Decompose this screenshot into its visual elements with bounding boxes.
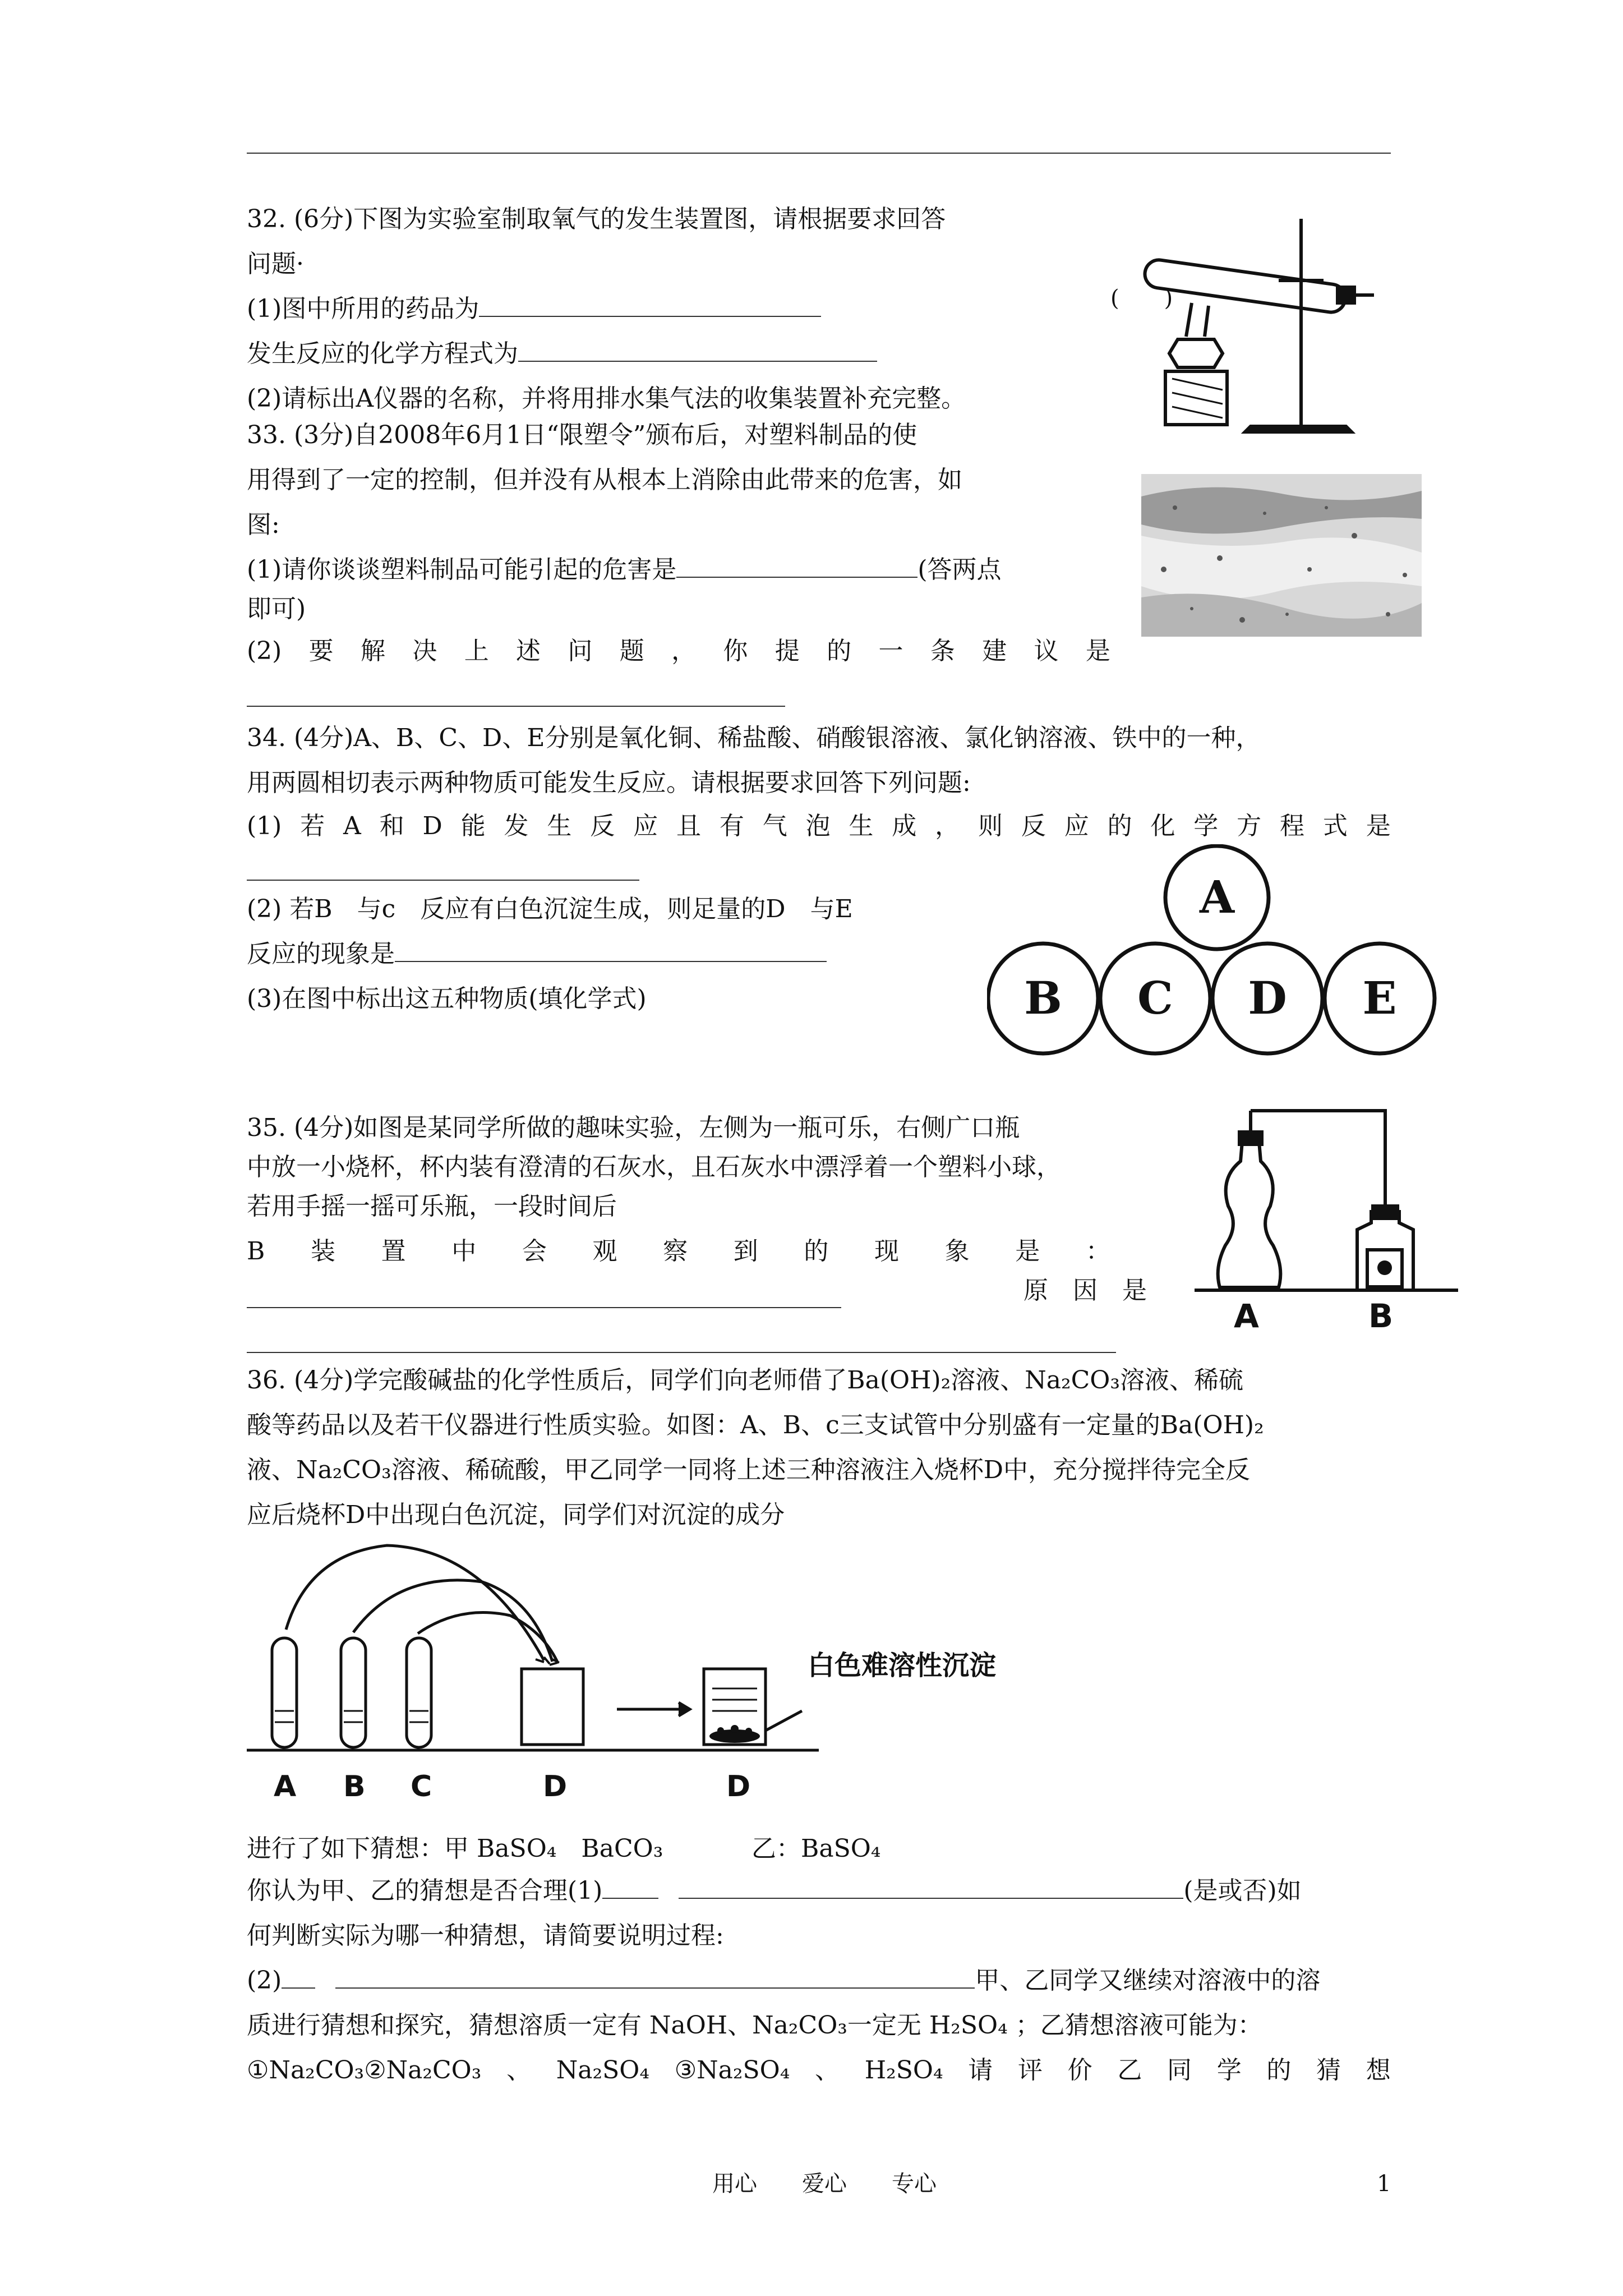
q36-line-10-word: 乙 <box>1117 2056 1142 2085</box>
q35-line-4-word: B <box>247 1237 265 1266</box>
q33-line-3: 图: <box>247 510 280 539</box>
q36-question-1: 你认为甲、乙的猜想是否合理(1) <box>247 1876 603 1905</box>
q34-part1-word: (1) <box>247 812 282 840</box>
q36-question-2-label: (2) <box>247 1966 282 1995</box>
q35-line-4-word: 观 <box>592 1237 617 1266</box>
q36-line-9: 质进行猜想和探究，猜想溶质一定有 NaOH、Na₂CO₃一定无 H₂SO₄ ；乙猜想溶液可能为： <box>247 2011 1262 2040</box>
q33-part1 <box>247 554 1002 586</box>
q36-line-10-word: 、 <box>506 2056 532 2085</box>
q36-question-1-hint: (是或否)如 <box>1183 1876 1302 1905</box>
plastic-waste-photo-image <box>1141 474 1422 637</box>
q36-line-2: 酸等药品以及若干仪器进行性质实验。如图：A、B、c三支试管中分别盛有一定量的Ba(OH)₂ <box>247 1411 1264 1439</box>
oxygen-apparatus-figure <box>1110 213 1391 438</box>
q34-part1-word: 程 <box>1280 812 1305 840</box>
q36-answer-blank-1a[interactable] <box>602 1875 658 1899</box>
q34-part1-word: 反 <box>1021 812 1046 840</box>
q36-line-10-word: 请 <box>968 2056 993 2085</box>
q33-part1-hint: (答两点 <box>917 555 1002 584</box>
header-rule <box>247 153 1391 154</box>
q35-line-2: 中放一小烧杯，杯内装有澄清的石灰水，且石灰水中漂浮着一个塑料小球， <box>247 1153 1061 1181</box>
tube-label-c: C <box>411 1770 432 1803</box>
cola-label-a: A <box>1234 1297 1259 1335</box>
q36-answer-blank-2a[interactable] <box>282 1965 315 1989</box>
q35-answer-blank-2[interactable] <box>247 1352 1116 1353</box>
q33-part2-word: 议 <box>1034 637 1059 665</box>
reaction-circles-drawing <box>987 844 1447 1063</box>
q36-answer-blank-1b[interactable] <box>679 1875 1183 1899</box>
page-number: 1 <box>1377 2171 1391 2197</box>
q33-part2-word: 解 <box>361 637 386 665</box>
cola-label-b: B <box>1368 1297 1394 1335</box>
q34-part1-word: 生 <box>547 812 572 840</box>
q36-line-10-word: Na₂SO₄ <box>556 2056 649 2085</box>
q34-part1-word: 发 <box>504 812 529 840</box>
q33-part2-word: ， <box>671 637 697 665</box>
q34-part1-word: 若 <box>300 812 325 840</box>
q35-line-4-word: 中 <box>451 1237 477 1266</box>
beaker-label-d-after: D <box>726 1770 751 1803</box>
q34-part1-word: 应 <box>1064 812 1089 840</box>
q34-part1-word: 则 <box>978 812 1003 840</box>
circle-label-d: D <box>1248 972 1287 1024</box>
q34-part2: (2) 若B 与c 反应有白色沉淀生成，则足量的D 与E <box>247 895 853 923</box>
q32-title-cont: 问题· <box>247 250 304 278</box>
q34-part1-word: 和 <box>379 812 404 840</box>
q36-line-3: 液、Na₂CO₃溶液、稀硫酸，甲乙同学一同将上述三种溶液注入烧杯D中，充分搅拌待完全反 <box>247 1456 1251 1484</box>
test-tube-experiment-figure <box>247 1531 1060 1823</box>
q34-part2-label: 反应的现象是 <box>247 940 395 968</box>
q36-guess-jia: 进行了如下猜想：甲 BaSO₄ BaCO₃ <box>247 1834 663 1863</box>
q35-line-4-word: 到 <box>733 1237 758 1266</box>
q32-equation-label: 发生反应的化学方程式为 <box>247 339 518 368</box>
q34-part1-word: 学 <box>1193 812 1219 840</box>
q35-reason-label: 原 因 是 <box>1023 1276 1147 1305</box>
q33-part2-word: 一 <box>878 637 903 665</box>
circle-label-e: E <box>1362 972 1397 1024</box>
q36-line-10-word: 评 <box>1017 2056 1043 2085</box>
q34-part1-word: 有 <box>719 812 744 840</box>
plastic-waste-photo <box>1141 474 1422 637</box>
q35-line-1: 35. (4分)如图是某同学所做的趣味实验，左侧为一瓶可乐，右侧广口瓶 <box>247 1114 1020 1142</box>
cola-experiment-drawing <box>1195 1099 1458 1301</box>
q35-line-4-word: 装 <box>310 1237 335 1266</box>
q33-part1-cont: 即可) <box>247 595 306 623</box>
q36-answer-blank-2b[interactable] <box>335 1965 975 1989</box>
q32-answer-blank-2[interactable] <box>518 338 877 362</box>
q34-part1-word: 能 <box>460 812 486 840</box>
circle-label-c: C <box>1137 972 1173 1024</box>
q33-part2-word: 你 <box>723 637 748 665</box>
q35-line-4-word: 的 <box>804 1237 829 1266</box>
q36-line-10-word: 价 <box>1067 2056 1092 2085</box>
q34-part1-word: 式 <box>1322 812 1348 840</box>
q34-answer-blank-1[interactable] <box>247 880 639 881</box>
q33-part1-label: (1)请你谈谈塑料制品可能引起的危害是 <box>247 555 677 584</box>
q34-part1-word: 化 <box>1150 812 1175 840</box>
q36-line-10-word: ①Na₂CO₃②Na₂CO₃ <box>247 2056 482 2085</box>
q35-line-4-word: 察 <box>663 1237 688 1266</box>
q36-line-7: 何判断实际为哪一种猜想，请简要说明过程: <box>247 1921 724 1950</box>
q32-part2: (2)请标出A仪器的名称，并将用排水集气法的收集装置补充完整。 <box>247 384 966 413</box>
q33-part2-word: 是 <box>1085 637 1110 665</box>
q36-line-8-cont: 甲、乙同学又继续对溶液中的溶 <box>975 1966 1321 1995</box>
q36-line-10-word: 学 <box>1216 2056 1242 2085</box>
q34-part1-word: 应 <box>633 812 658 840</box>
q33-part2-word: 题 <box>619 637 644 665</box>
q35-line-4 <box>247 1236 1110 1267</box>
q36-line-10-word: 猜 <box>1316 2056 1341 2085</box>
q33-part2-word: 决 <box>412 637 437 665</box>
circle-label-a: A <box>1199 871 1235 923</box>
cola-experiment-figure <box>1195 1099 1458 1335</box>
q33-part2-word: 述 <box>516 637 541 665</box>
q34-part1-word: 且 <box>676 812 701 840</box>
q33-part2 <box>247 636 1110 667</box>
q33-part2-word: (2) <box>247 637 282 665</box>
q34-part1-word: 生 <box>849 812 874 840</box>
q35-answer-blank-1[interactable] <box>247 1307 841 1308</box>
q33-part2-word: 问 <box>568 637 593 665</box>
q33-part2-word: 提 <box>774 637 800 665</box>
q32-part1 <box>247 293 821 325</box>
q34-part1-word: 成 <box>892 812 917 840</box>
beaker-label-d: D <box>543 1770 568 1803</box>
q34-part1-word: 的 <box>1107 812 1132 840</box>
apparatus-drawing <box>1110 213 1391 438</box>
q35-line-3: 若用手摇一摇可乐瓶，一段时间后 <box>247 1192 617 1221</box>
q34-part1 <box>247 811 1391 842</box>
q36-line-10-word: 想 <box>1366 2056 1391 2085</box>
tube-label-a: A <box>274 1770 297 1803</box>
q35-line-4-word: 现 <box>874 1237 899 1266</box>
q32-answer-blank-1[interactable] <box>479 293 821 317</box>
q32-part1-label: (1)图中所用的药品为 <box>247 295 479 323</box>
q36-line-8 <box>247 1965 1320 1996</box>
q34-part2-cont <box>247 938 827 970</box>
q34-part1-word: 方 <box>1237 812 1262 840</box>
q35-line-4-word: 象 <box>944 1237 970 1266</box>
q33-line-1: 33. (3分)自2008年6月1日“限塑令”颁布后，对塑料制品的使 <box>247 421 917 449</box>
q33-answer-blank-2[interactable] <box>247 706 785 707</box>
q35-line-4-word: ： <box>1085 1237 1110 1266</box>
apparatus-label-bracket: ( ) <box>1110 286 1173 311</box>
footer-motto: 用心 爱心 专心 <box>712 2171 937 2197</box>
q35-line-4-word: 置 <box>381 1237 406 1266</box>
q33-answer-blank-1[interactable] <box>676 554 917 578</box>
q33-part2-word: 条 <box>930 637 955 665</box>
q34-part1-word: 泡 <box>805 812 831 840</box>
q35-line-4-word: 是 <box>1015 1237 1040 1266</box>
q34-part3: (3)在图中标出这五种物质(填化学式) <box>247 984 647 1013</box>
q36-line-1: 36. (4分)学完酸碱盐的化学性质后，同学们向老师借了Ba(OH)₂溶液、Na₂CO₃溶液、稀硫 <box>247 1366 1244 1395</box>
q34-part1-word: 气 <box>762 812 787 840</box>
q34-part1-word: A <box>343 812 361 840</box>
q33-part2-word: 建 <box>982 637 1007 665</box>
q34-part1-word: 是 <box>1366 812 1391 840</box>
q32-title: 32. (6分)下图为实验室制取氧气的发生装置图，请根据要求回答 <box>247 205 946 233</box>
q34-line-1: 34. (4分)A、B、C、D、E分别是氧化铜、稀盐酸、硝酸银溶液、氯化钠溶液、铁中的一种， <box>247 724 1261 752</box>
q35-line-4-word: 会 <box>522 1237 547 1266</box>
q34-line-2: 用两圆相切表示两种物质可能发生反应。请根据要求回答下列问题: <box>247 769 971 797</box>
q36-line-10 <box>247 2055 1391 2086</box>
q36-line-10-word: 同 <box>1167 2056 1192 2085</box>
q34-part1-word: ， <box>935 812 960 840</box>
precipitate-note: 白色难溶性沉淀 <box>808 1650 997 1681</box>
q36-line-4: 应后烧杯D中出现白色沉淀，同学们对沉淀的成分 <box>247 1501 785 1529</box>
q36-guess-yi: 乙：BaSO₄ <box>751 1834 881 1863</box>
q34-answer-blank-2[interactable] <box>395 938 827 962</box>
q36-line-10-word: 、 <box>815 2056 840 2085</box>
q34-part1-word: 反 <box>590 812 615 840</box>
q36-line-6 <box>247 1875 1302 1907</box>
q32-equation <box>247 338 877 370</box>
q33-part2-word: 的 <box>827 637 852 665</box>
q33-part2-word: 要 <box>308 637 334 665</box>
q33-part2-word: 上 <box>464 637 489 665</box>
q36-line-10-word: 的 <box>1266 2056 1292 2085</box>
circle-label-b: B <box>1024 972 1062 1024</box>
q34-part1-word: D <box>422 812 442 840</box>
q36-line-10-word: H₂SO₄ <box>864 2056 943 2085</box>
q33-line-2: 用得到了一定的控制，但并没有从根本上消除由此带来的危害，如 <box>247 466 962 494</box>
reaction-circles-figure <box>987 844 1447 1063</box>
tube-label-b: B <box>343 1770 366 1803</box>
q36-line-10-word: ③Na₂SO₄ <box>674 2056 790 2085</box>
